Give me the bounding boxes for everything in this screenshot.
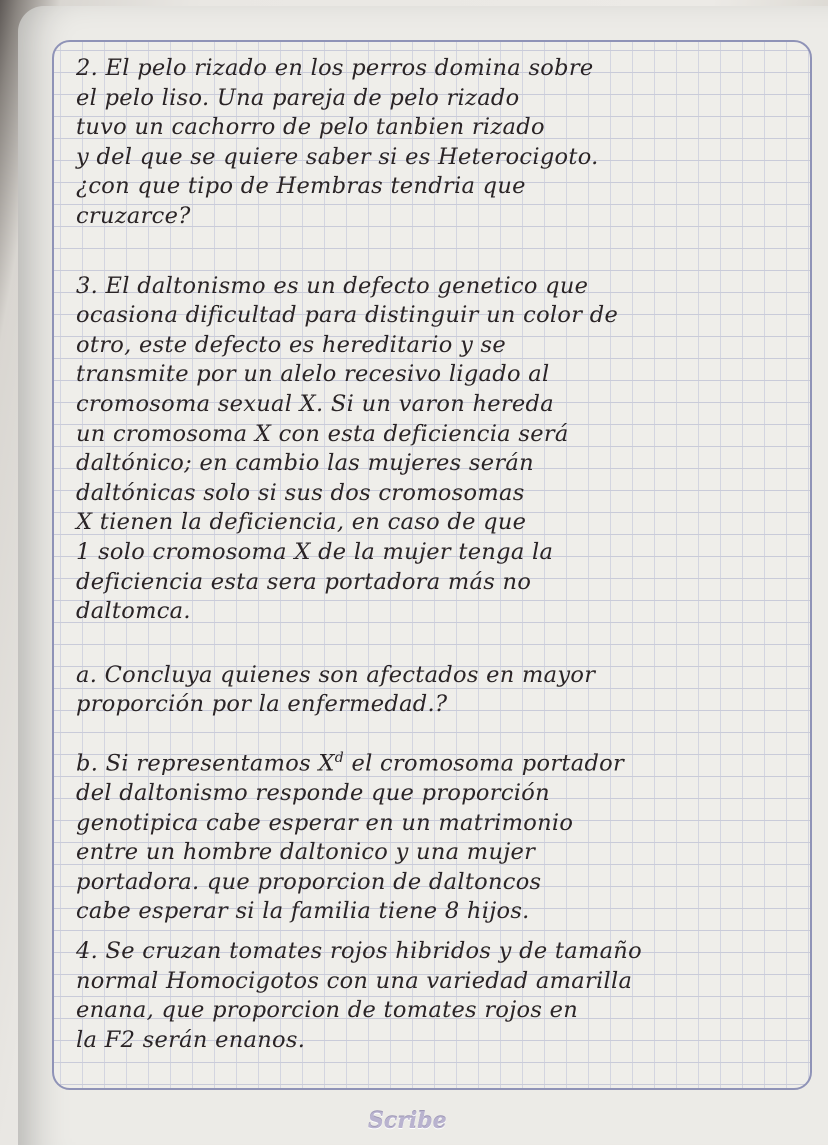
text-line: 1 solo cromosoma X de la mujer tenga la (76, 538, 554, 565)
text-line: transmite por un alelo recesivo ligado al (76, 361, 550, 388)
question-3a (76, 661, 806, 720)
text-line: proporción por la enfermedad.? (76, 691, 448, 718)
text-line: daltomca. (76, 598, 191, 625)
text-line: 4. Se cruzan tomates rojos hibridos y de tamaño (76, 937, 642, 964)
text-line: tuvo un cachorro de pelo tanbien rizado (76, 114, 545, 141)
text-line: y del que se quiere saber si es Heterocigoto. (76, 143, 599, 170)
text-line: cromosoma sexual X. Si un varon hereda (76, 390, 554, 417)
text-line: cruzarce? (76, 202, 191, 229)
text-line: portadora. que proporcion de daltoncos (76, 868, 542, 895)
question-3 (76, 272, 806, 627)
text-line: normal Homocigotos con una variedad amarilla (76, 967, 633, 994)
text-line: cabe esperar si la familia tiene 8 hijos. (76, 898, 530, 925)
handwritten-content (76, 54, 806, 1055)
text-line: la F2 serán enanos. (76, 1026, 306, 1053)
text-line: el pelo liso. Una pareja de pelo rizado (76, 84, 520, 111)
superscript-d: d (334, 749, 344, 766)
text-line: un cromosoma X con esta deficiencia será (76, 420, 569, 447)
text-line: genotipica cabe esperar en un matrimonio (76, 809, 574, 836)
text-line: 3. El daltonismo es un defecto genetico que (76, 272, 589, 299)
text-line: 2. El pelo rizado en los perros domina sobre (76, 55, 594, 81)
question-2 (76, 54, 806, 232)
text-line: otro, este defecto es hereditario y se (76, 331, 506, 358)
text-line: deficiencia esta sera portadora más no (76, 568, 532, 595)
text-line: enana, que proporcion de tomates rojos en (76, 997, 579, 1024)
text-line: entre un hombre daltonico y una mujer (76, 839, 536, 866)
text-line: daltónicas solo si sus dos cromosomas (76, 479, 525, 506)
text-line: b. Si representamos $X^d$ el cromosoma portador (76, 749, 625, 777)
text-line: a. Concluya quienes son afectados en mayor (76, 661, 596, 688)
text-line: ¿con que tipo de Hembras tendria que (76, 173, 526, 200)
text-line: del daltonismo responde que proporción (76, 779, 550, 806)
question-3b (76, 744, 806, 927)
notebook-brand-logo: Scribe (368, 1108, 447, 1134)
text-line: daltónico; en cambio las mujeres serán (76, 450, 534, 477)
text-line: X tienen la deficiencia, en caso de que (76, 509, 527, 536)
question-4 (76, 937, 806, 1055)
text-line: ocasiona dificultad para distinguir un color de (76, 302, 619, 329)
